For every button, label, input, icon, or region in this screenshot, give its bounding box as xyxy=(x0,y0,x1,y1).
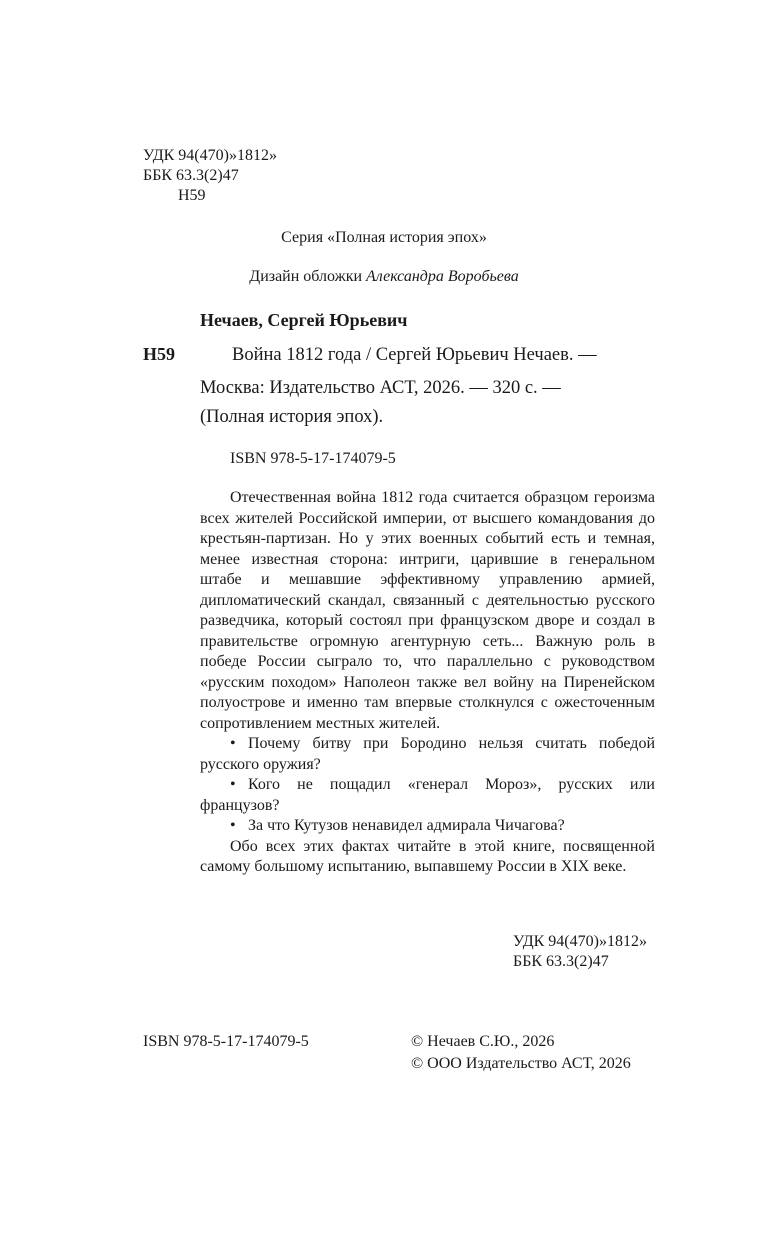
bullet-text: За что Кутузов ненавидел адмирала Чичагова? xyxy=(248,817,565,834)
bullet-text: Почему битву при Бородино нельзя считать победой русского оружия? xyxy=(200,735,655,773)
bbk-code-top: ББК 63.3(2)47 xyxy=(143,167,239,184)
author-mark-top: Н59 xyxy=(178,187,206,204)
udk-code-bottom: УДК 94(470)»1812» xyxy=(513,933,647,950)
bib-line-2: Москва: Издательство АСТ, 2026. — 320 с. — xyxy=(200,378,561,398)
annotation-bullet xyxy=(200,775,655,816)
bib-line-1: Война 1812 года / Сергей Юрьевич Нечаев. — xyxy=(232,345,597,365)
udk-code-top: УДК 94(470)»1812» xyxy=(143,147,277,164)
author-heading: Нечаев, Сергей Юрьевич xyxy=(200,310,408,330)
cover-design-prefix: Дизайн обложки xyxy=(249,268,363,285)
bullet-text: Кого не пощадил «генерал Мороз», русских или французов? xyxy=(200,776,655,814)
isbn-footer: ISBN 978-5-17-174079-5 xyxy=(143,1033,309,1050)
cover-designer-name: Александра Воробьева xyxy=(366,268,519,285)
series-line: Серия «Полная история эпох» xyxy=(281,229,487,246)
bbk-code-bottom: ББК 63.3(2)47 xyxy=(513,953,609,970)
copyright-author: © Нечаев С.Ю., 2026 xyxy=(411,1033,555,1050)
cover-design-line xyxy=(0,268,768,286)
annotation-bullet xyxy=(200,734,655,775)
bullet-icon: • xyxy=(230,817,236,834)
author-mark-bib: Н59 xyxy=(143,344,176,364)
annotation-closing: Обо всех этих фактах читайте в этой книге, посвященной самому большому испытанию, выпавшему России в XIX веке. xyxy=(200,837,655,875)
annotation-bullet xyxy=(200,816,655,837)
isbn-main: ISBN 978-5-17-174079-5 xyxy=(230,450,396,467)
annotation-paragraph: Отечественная война 1812 года считается образцом героизма всех жителей Российской империи, от высшего командования до крестьян-партизан. Но у этих военных событий есть и темная, менее известная сторона: интриги, царившие в генеральном штабе и мешавшие эффективному управлению армией, дипломатический скандал, связанный с деятельностью русского разведчика, который состоял при французском дворе и создал в правительстве огромную агентурную сеть... Важную роль в победе России сыграло то, что параллельно с руководством «русским походом» Наполеон также вел войну на Пиренейском полуострове и именно там впервые столкнулся с ожесточенным сопротивлением местных жителей. xyxy=(200,489,655,732)
bullet-icon: • xyxy=(230,776,236,793)
annotation xyxy=(200,488,655,878)
bullet-icon: • xyxy=(230,735,236,752)
copyright-publisher: © ООО Издательство АСТ, 2026 xyxy=(411,1055,631,1072)
bib-line-3: (Полная история эпох). xyxy=(200,407,384,427)
